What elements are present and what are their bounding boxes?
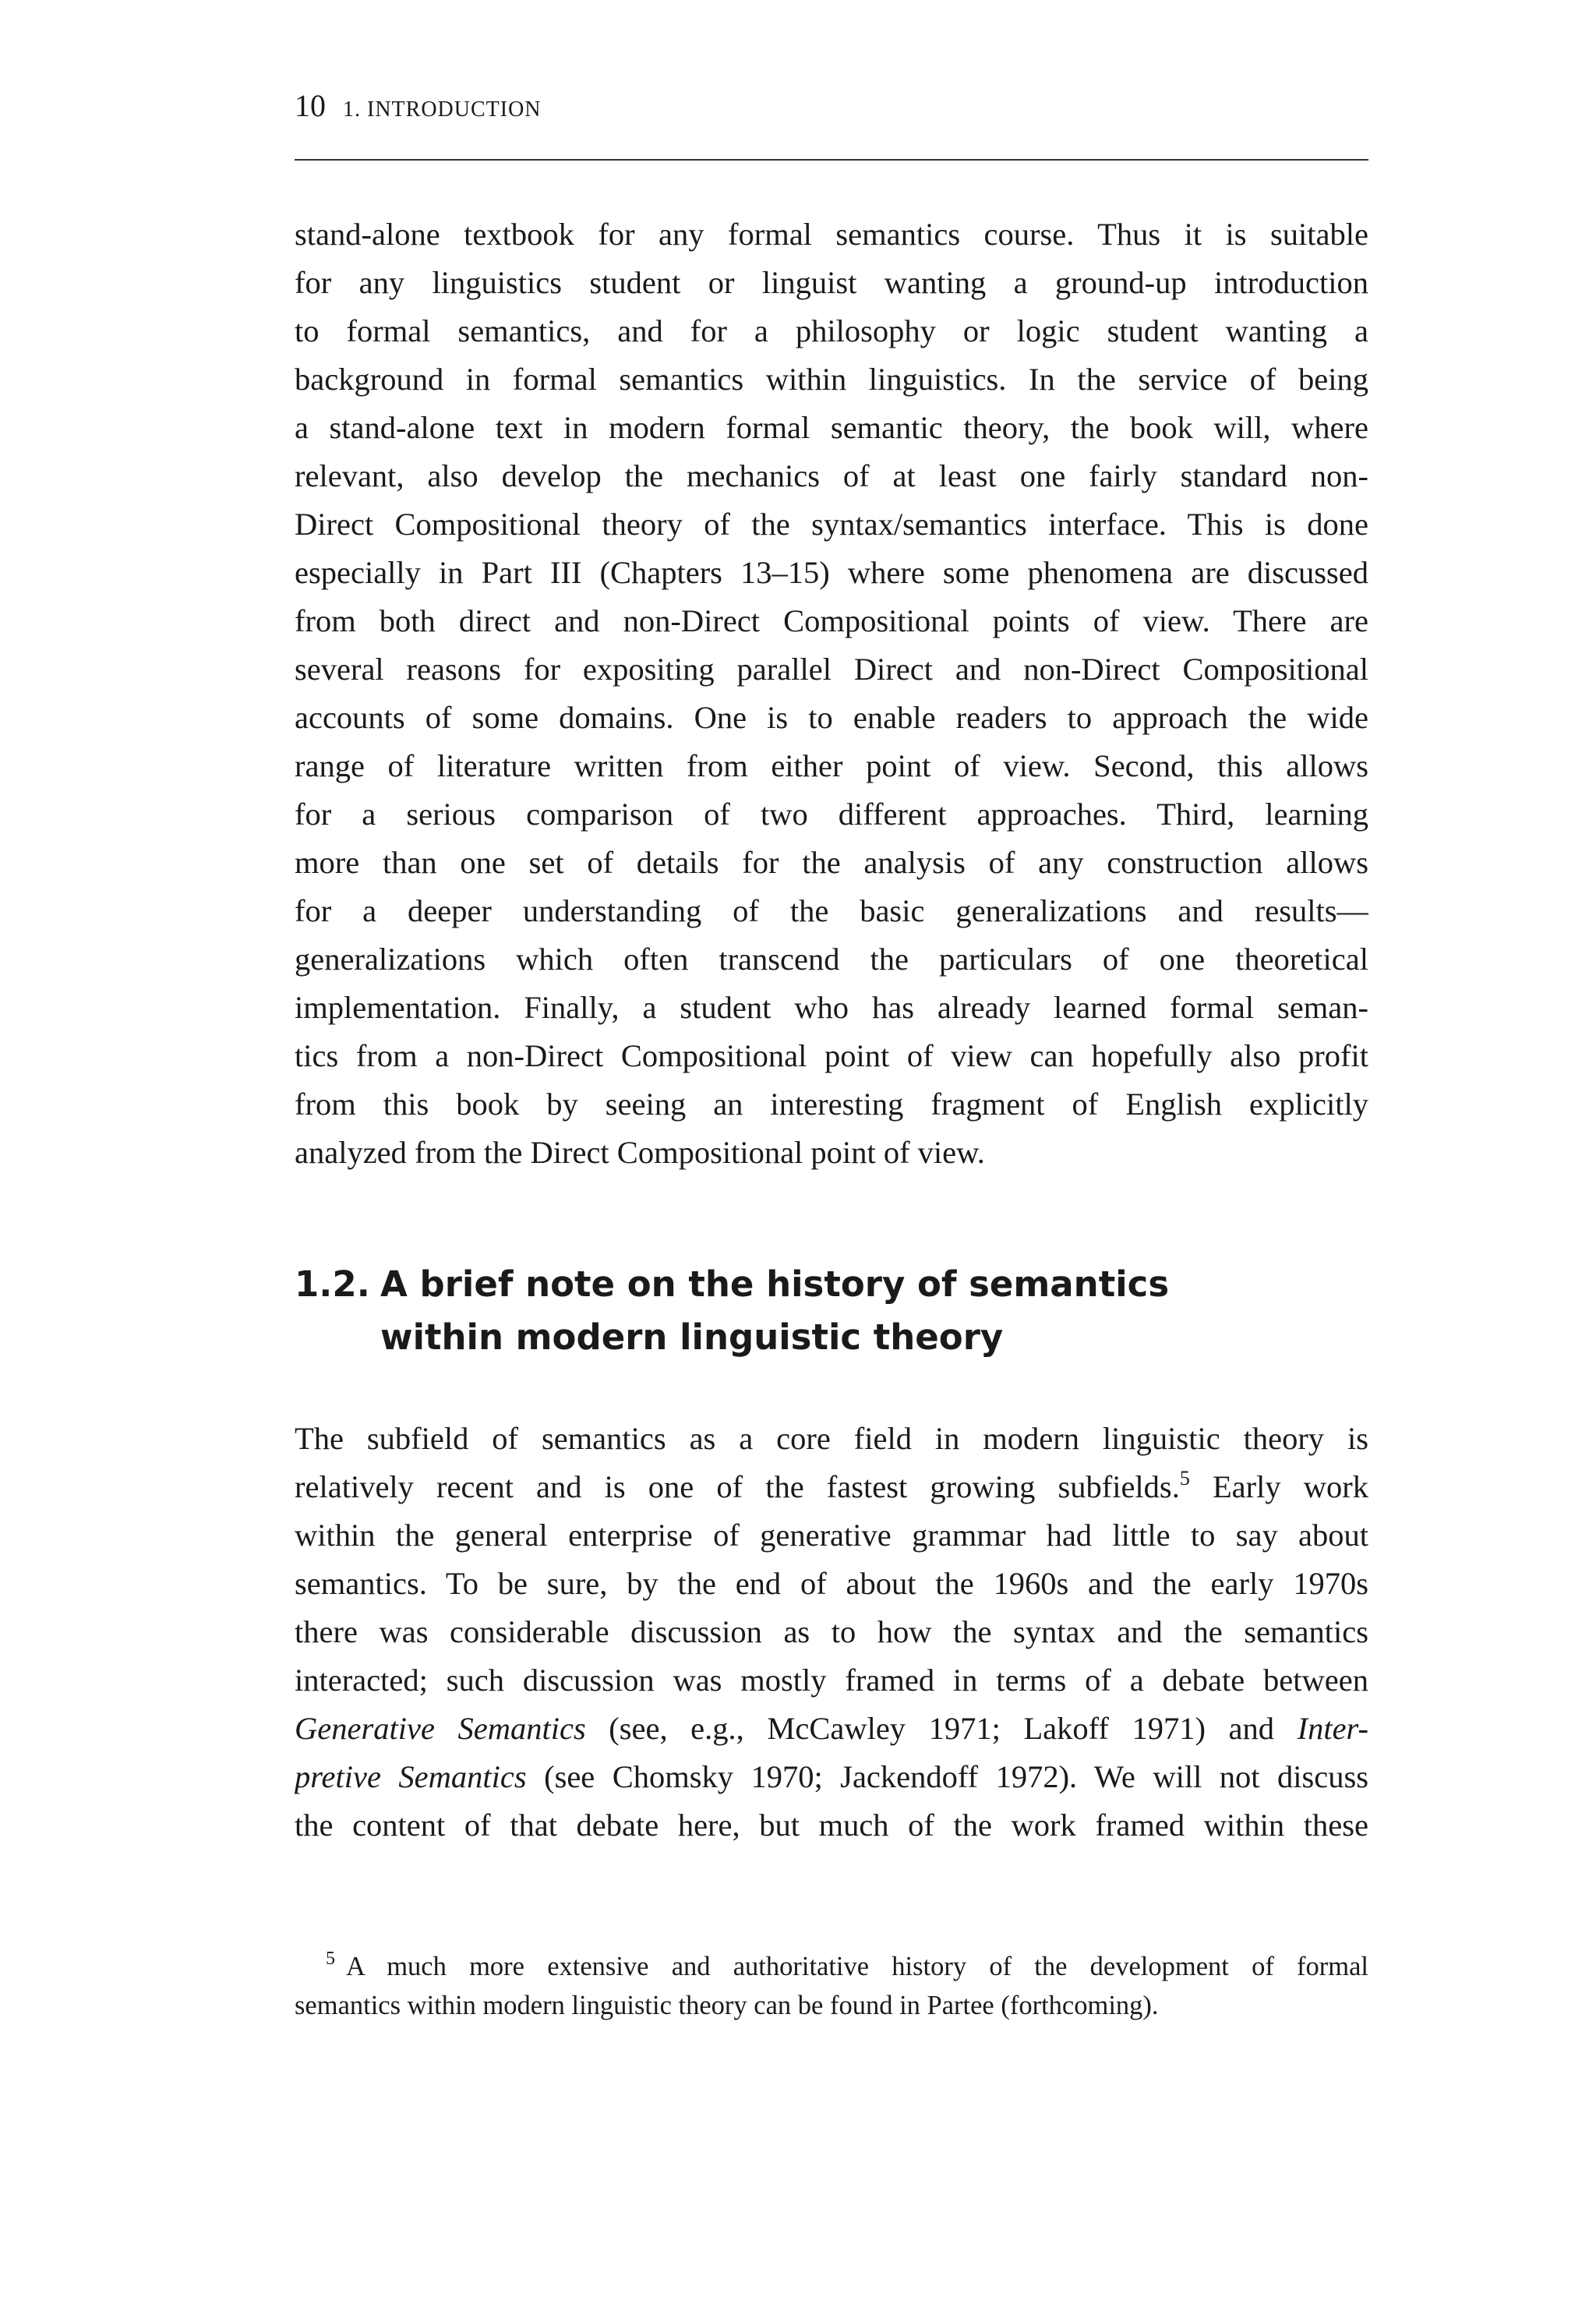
text-line: semantics. To be sure, by the end of about the 1960s and the early 1970s [295,1566,1368,1601]
text-line: implementation. Finally, a student who has already learned formal seman- [295,990,1368,1025]
footnote-text: A much more extensive and authoritative history of the development of formal [346,1952,1368,1981]
text-line: analyzed from the Direct Compositional point of view. [295,1135,985,1170]
text-segment: (see Chomsky 1970; Jackendoff 1972). We will not discuss [526,1759,1368,1794]
text-line: for a serious comparison of two different approaches. Third, learning [295,797,1368,832]
text-line: relevant, also develop the mechanics of at least one fairly standard non- [295,458,1368,493]
page-number: 10 [295,88,326,123]
text-line: the content of that debate here, but much of the work framed within these [295,1808,1368,1843]
text-segment: (see, e.g., McCawley 1971; Lakoff 1971) and [585,1711,1298,1746]
text-line [295,1753,1368,1801]
text-line: several reasons for expositing parallel Direct and non-Direct Compositional [295,652,1368,687]
text-segment: relatively recent and is one of the fastest growing subfields. [295,1469,1180,1504]
header-rule [295,159,1368,161]
text-line: within the general enterprise of generative grammar had little to say about [295,1518,1368,1553]
text-line: a stand-alone text in modern formal semantic theory, the book will, where [295,410,1368,445]
text-line: stand-alone textbook for any formal semantics course. Thus it is suitable [295,217,1368,252]
text-line: for any linguistics student or linguist wanting a ground-up introduction [295,265,1368,300]
section-title [380,1258,1315,1364]
section-title-line-1: A brief note on the history of semantics [380,1263,1170,1305]
footnote-marker: 5 [326,1949,335,1969]
footnote-line: semantics within modern linguistic theory can be found in Partee (forthcoming). [295,1991,1159,2020]
footnote-line [295,1947,1368,1986]
section-title-line-2: within modern linguistic theory [380,1316,1004,1358]
text-line: tics from a non-Direct Compositional point of view can hopefully also profit [295,1038,1368,1073]
text-line: interacted; such discussion was mostly framed in terms of a debate between [295,1663,1368,1698]
text-line: The subfield of semantics as a core field in modern linguistic theory is [295,1421,1368,1456]
footnote-ref-5[interactable]: 5 [1179,1467,1190,1490]
paragraph-2 [295,1415,1368,1850]
text-line [295,1705,1368,1753]
paragraph-1 [295,210,1368,1177]
text-line [295,1463,1368,1511]
text-line: generalizations which often transcend the particulars of one theoretical [295,942,1368,977]
running-head [295,87,1368,129]
text-line: for a deeper understanding of the basic generalizations and results— [295,893,1368,928]
text-line: from this book by seeing an interesting fragment of English explicitly [295,1087,1368,1122]
text-line: background in formal semantics within linguistics. In the service of being [295,362,1368,397]
text-line: from both direct and non-Direct Compositional points of view. There are [295,603,1368,638]
footnote [295,1947,1368,2025]
italic-term: Generative Semantics [295,1711,586,1746]
text-segment: Early work [1189,1469,1368,1504]
text-line: there was considerable discussion as to how the syntax and the semantics [295,1614,1368,1649]
italic-term: pretive Semantics [295,1759,527,1794]
chapter-title: 1. INTRODUCTION [343,97,542,122]
text-line: accounts of some domains. One is to enable readers to approach the wide [295,700,1368,735]
text-line: range of literature written from either point of view. Second, this allows [295,748,1368,783]
text-line: especially in Part III (Chapters 13–15) where some phenomena are discussed [295,555,1368,590]
book-page [295,0,1368,2297]
text-line: more than one set of details for the analysis of any construction allows [295,845,1368,880]
text-line: Direct Compositional theory of the syntax/semantics interface. This is done [295,507,1368,542]
section-number: 1.2. [295,1263,370,1305]
text-line: to formal semantics, and for a philosophy or logic student wanting a [295,313,1368,348]
italic-term: Inter- [1297,1711,1368,1746]
